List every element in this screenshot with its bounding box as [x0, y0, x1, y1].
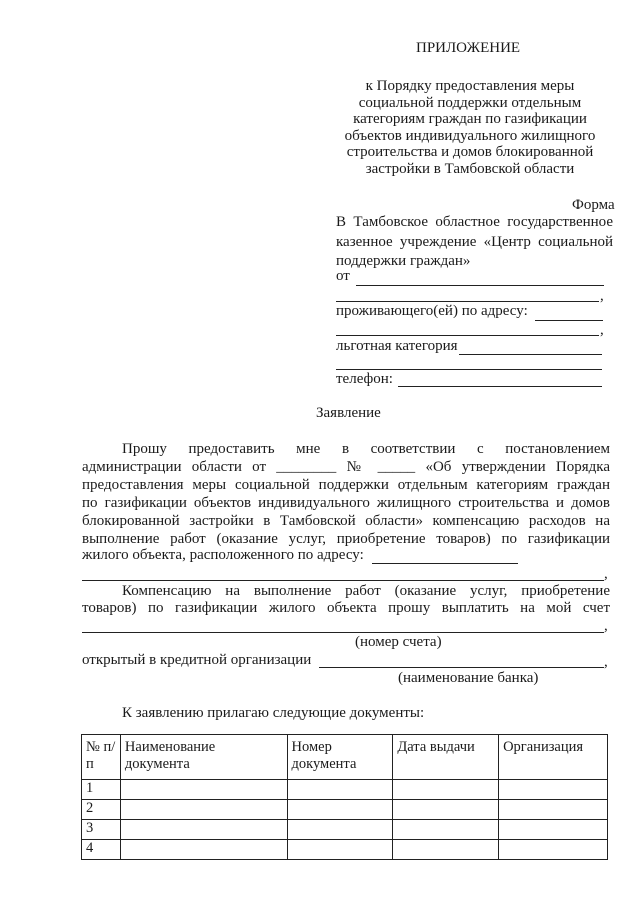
row-number: 4 — [82, 840, 121, 860]
paragraph-line: Прошу предоставить мне в соответствии с постановлением — [122, 441, 610, 457]
comma: , — [604, 566, 608, 582]
table-cell[interactable] — [120, 780, 287, 800]
addressee-line-1: В Тамбовское областное государственное — [336, 214, 613, 230]
column-header: Номер документа — [287, 735, 393, 780]
paragraph-line: администрации области от ________ № _____ «Об утверждении Порядка — [82, 459, 610, 475]
table-row — [82, 780, 608, 800]
addressee-line-3: поддержки граждан» — [336, 253, 471, 269]
table-cell[interactable] — [287, 800, 393, 820]
row-number: 2 — [82, 800, 121, 820]
documents-table — [81, 734, 608, 860]
paragraph-line: предоставления меры социальной поддержки отдельным категориям граждан — [82, 477, 610, 493]
form-label: Форма — [572, 197, 615, 213]
object-address-field[interactable] — [372, 563, 518, 564]
category-label: льготная категория — [336, 338, 458, 354]
column-header: Наименование документа — [120, 735, 287, 780]
comma: , — [604, 618, 608, 634]
account-number-field[interactable] — [82, 632, 604, 633]
addressee-line-2: казенное учреждение «Центр социальной — [336, 234, 613, 250]
category-field-2[interactable] — [336, 369, 602, 370]
paragraph-line: товаров) по газификации жилого объекта прошу выплатить на мой счет — [82, 600, 610, 616]
row-number: 3 — [82, 820, 121, 840]
object-address-field-2[interactable] — [82, 580, 604, 581]
table-cell[interactable] — [393, 780, 499, 800]
table-cell[interactable] — [393, 840, 499, 860]
bank-name-field[interactable] — [319, 667, 604, 668]
appendix-line: застройки в Тамбовской области — [365, 160, 575, 177]
column-header: № п/п — [82, 735, 121, 780]
comma: , — [600, 288, 604, 304]
comma: , — [604, 654, 608, 670]
table-cell[interactable] — [287, 820, 393, 840]
table-cell[interactable] — [499, 840, 608, 860]
column-header: Организация — [499, 735, 608, 780]
from-name-field-2[interactable] — [336, 301, 599, 302]
appendix-reference — [330, 78, 610, 177]
table-header-row — [82, 735, 608, 780]
appendix-line: к Порядку предоставления меры — [365, 78, 575, 94]
table-cell[interactable] — [120, 840, 287, 860]
table-cell[interactable] — [393, 820, 499, 840]
attachments-intro: К заявлению прилагаю следующие документы: — [122, 705, 425, 721]
table-cell[interactable] — [120, 800, 287, 820]
paragraph-line: блокированной застройки в Тамбовской области» компенсацию расходов на — [82, 513, 610, 529]
appendix-line: объектов индивидуального жилищного — [344, 127, 596, 144]
table-row — [82, 820, 608, 840]
appendix-line: строительства и домов блокированной — [346, 144, 594, 160]
address-field-2[interactable] — [336, 335, 599, 336]
appendix-title: ПРИЛОЖЕНИЕ — [416, 40, 521, 56]
paragraph-line: Компенсацию на выполнение работ (оказание услуг, приобретение — [122, 583, 610, 599]
phone-field[interactable] — [398, 386, 602, 387]
address-field[interactable] — [535, 320, 603, 321]
address-label: проживающего(ей) по адресу: — [336, 303, 528, 319]
appendix-line: социальной поддержки отдельным — [358, 94, 582, 111]
row-number: 1 — [82, 780, 121, 800]
table-cell[interactable] — [287, 840, 393, 860]
table-row — [82, 800, 608, 820]
paragraph-line: выполнение работ (оказание услуг, приобретение товаров) по газификации — [82, 531, 610, 547]
from-name-field[interactable] — [356, 285, 604, 286]
from-label: от — [336, 268, 350, 284]
table-cell[interactable] — [499, 800, 608, 820]
comma: , — [600, 322, 604, 338]
account-caption: (номер счета) — [355, 634, 442, 650]
table-cell[interactable] — [499, 780, 608, 800]
category-field[interactable] — [459, 354, 602, 355]
table-cell[interactable] — [120, 820, 287, 840]
paragraph-line-last: жилого объекта, расположенного по адресу: — [82, 547, 364, 563]
table-cell[interactable] — [287, 780, 393, 800]
paragraph-line: по газификации объектов индивидуального жилищного строительства и домов — [82, 495, 610, 511]
table-cell[interactable] — [393, 800, 499, 820]
statement-title: Заявление — [316, 405, 381, 421]
table-row — [82, 840, 608, 860]
bank-caption: (наименование банка) — [398, 670, 539, 686]
bank-label: открытый в кредитной организации — [82, 652, 312, 668]
phone-label: телефон: — [336, 371, 393, 387]
column-header: Дата выдачи — [393, 735, 499, 780]
table-cell[interactable] — [499, 820, 608, 840]
appendix-line: категориям граждан по газификации — [353, 111, 587, 127]
